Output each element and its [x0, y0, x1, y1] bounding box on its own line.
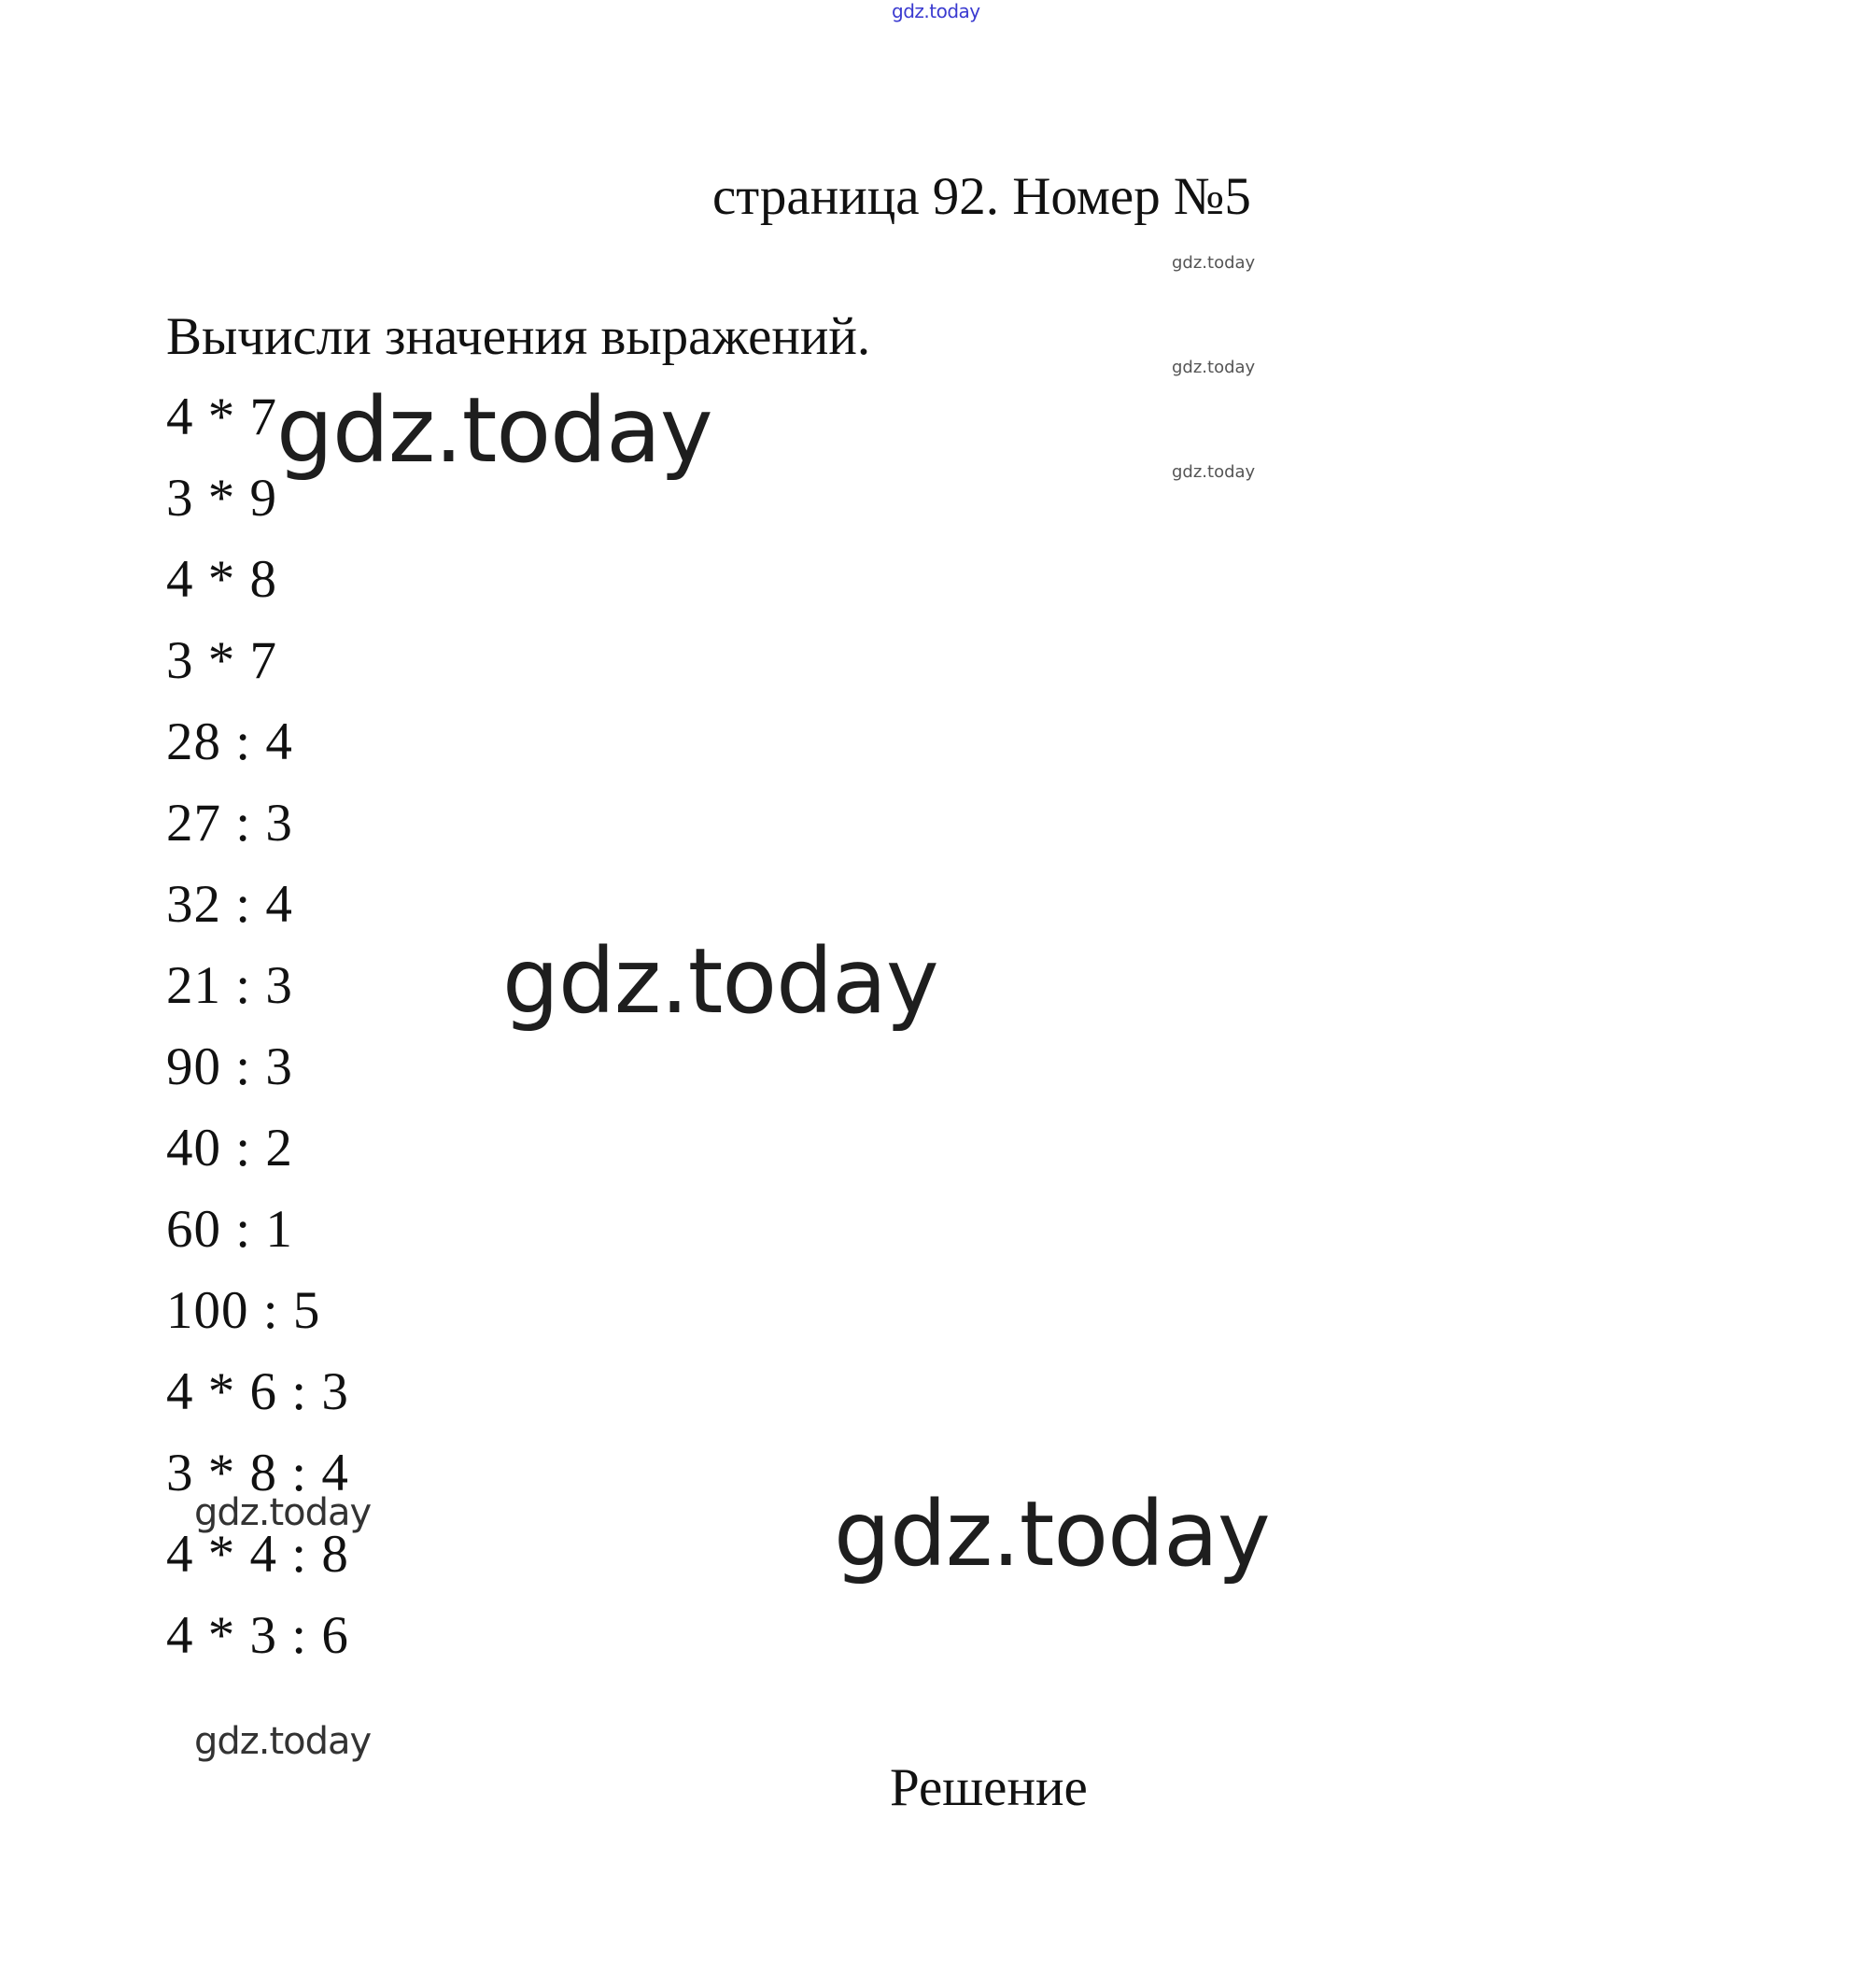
expression-item: 3 * 7	[166, 631, 277, 690]
page-title: страница 92. Номер №5	[712, 167, 1251, 226]
expression-item: 28 : 4	[166, 712, 293, 771]
expression-item: 3 * 8 : 4	[166, 1444, 349, 1502]
watermark-large: gdz.today	[834, 1482, 1270, 1586]
watermark-small: gdz.today	[1172, 358, 1256, 377]
task-instruction: Вычисли значения выражений.	[166, 307, 871, 366]
expression-item: 4 * 3 : 6	[166, 1606, 349, 1665]
expression-item: 90 : 3	[166, 1037, 293, 1096]
expression-item: 60 : 1	[166, 1200, 293, 1259]
expression-item: 100 : 5	[166, 1281, 321, 1340]
watermark-small: gdz.today	[1172, 462, 1256, 482]
expression-item: 4 * 8	[166, 550, 277, 609]
expression-item: 32 : 4	[166, 875, 293, 934]
expression-item: 4 * 7	[166, 388, 277, 446]
expression-item: 21 : 3	[166, 956, 293, 1015]
site-link[interactable]: gdz.today	[892, 0, 980, 22]
watermark-small: gdz.today	[1172, 253, 1256, 273]
watermark-large: gdz.today	[276, 378, 712, 483]
expression-item: 27 : 3	[166, 794, 293, 853]
expression-item: 3 * 9	[166, 469, 277, 528]
watermark-medium: gdz.today	[194, 1491, 372, 1534]
watermark-medium: gdz.today	[194, 1720, 372, 1763]
expression-item: 4 * 6 : 3	[166, 1362, 349, 1421]
expression-item: 40 : 2	[166, 1119, 293, 1177]
solution-heading: Решение	[890, 1758, 1088, 1817]
watermark-large: gdz.today	[502, 929, 938, 1034]
expression-item: 4 * 4 : 8	[166, 1525, 349, 1584]
